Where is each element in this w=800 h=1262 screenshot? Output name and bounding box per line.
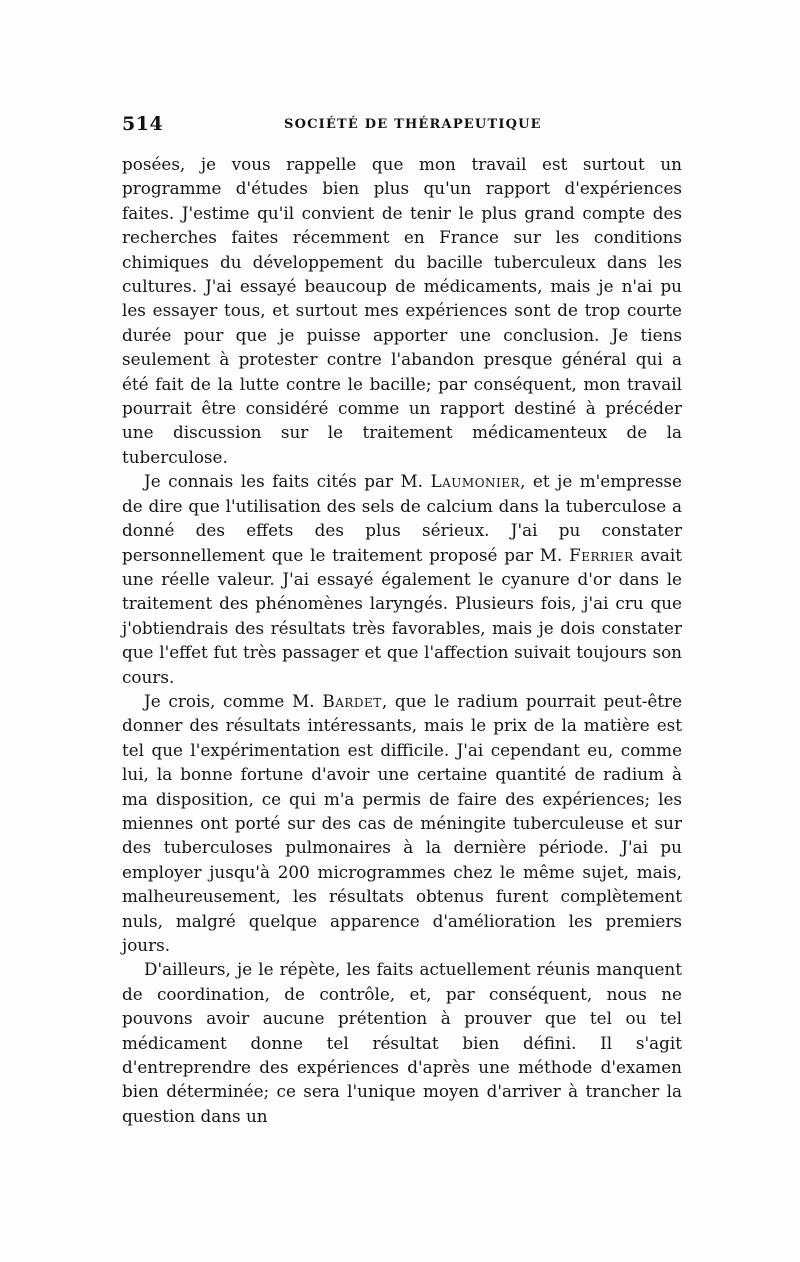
paragraph-4: D'ailleurs, je le répète, les faits actuellement réunis manquent de coordination, de contrôle, et, par conséquent, nous ne pouvons avoir aucune prétention à prouver que tel ou tel médicament donne tel résultat bien défini. Il s'agit d'entreprendre des expériences d'après une méthode d'examen bien déterminée; ce sera l'unique moyen d'arriver à trancher la question dans un — [122, 959, 682, 1126]
author-name-laumonier: Laumonier — [430, 471, 521, 492]
paragraph-1: posées, je vous rappelle que mon travail est surtout un programme d'études bien plus qu'un rapport d'expériences faites. J'estime qu'il convient de tenir le plus grand compte des recherches faites récemment en France sur les conditions chimiques du développement du bacille tuberculeux dans les cultures. J'ai essayé beaucoup de médicaments, mais je n'ai pu les essayer tous, et surtout mes expériences sont de trop courte durée pour que je puisse apporter une conclusion. Je tiens seulement à protester contre l'abandon presque général qui a été fait de la lutte contre le bacille; par conséquent, mon travail pourrait être considéré comme un rapport destiné à précéder une discussion sur le traitement médicamenteux de la tuberculose. — [122, 154, 682, 467]
author-name-ferrier: Ferrier — [569, 544, 634, 565]
paragraph-2 — [122, 469, 682, 689]
paragraph-3 — [122, 689, 682, 957]
running-title: SOCIÉTÉ DE THÉRAPEUTIQUE — [284, 117, 542, 132]
body-text — [122, 152, 682, 1128]
paragraph-2-text-a: Je connais les faits cités par M. — [144, 471, 431, 492]
author-name-bardet: Bardet — [322, 690, 382, 711]
page-header — [122, 113, 682, 137]
paragraph-3-text-a: Je crois, comme M. — [144, 690, 323, 711]
paragraph-2-text-b: , et je m'empresse de dire que l'utilisation des sels de calcium dans la tuberculose a donné des effets des plus sérieux. J'ai pu constater personnellement que le traitement proposé par M. — [122, 471, 682, 565]
paragraph-2-text-c: avait une réelle valeur. J'ai essayé également le cyanure d'or dans le traitement des phénomènes laryngés. Plusieurs fois, j'ai cru que j'obtiendrais des résultats très favorables, mais je dois constater que l'effet fut très passager et que l'affection suivait toujours son cours. — [122, 544, 683, 687]
page-number: 514 — [122, 113, 164, 135]
paragraph-3-text-b: , que le radium pourrait peut-être donner des résultats intéressants, mais le prix de la matière est tel que l'expérimentation est difficile. J'ai cependant eu, comme lui, la bonne fortune d'avoir une certaine quantité de radium à ma disposition, ce qui m'a permis de faire des expériences; les miennes ont porté sur des cas de méningite tuberculeuse et sur des tuberculoses pulmonaires à la dernière période. J'ai pu employer jusqu'à 200 microgrammes chez le même sujet, mais, malheureusement, les résultats obtenus furent complètement nuls, malgré quelque apparence d'amélioration les premiers jours. — [122, 690, 683, 955]
